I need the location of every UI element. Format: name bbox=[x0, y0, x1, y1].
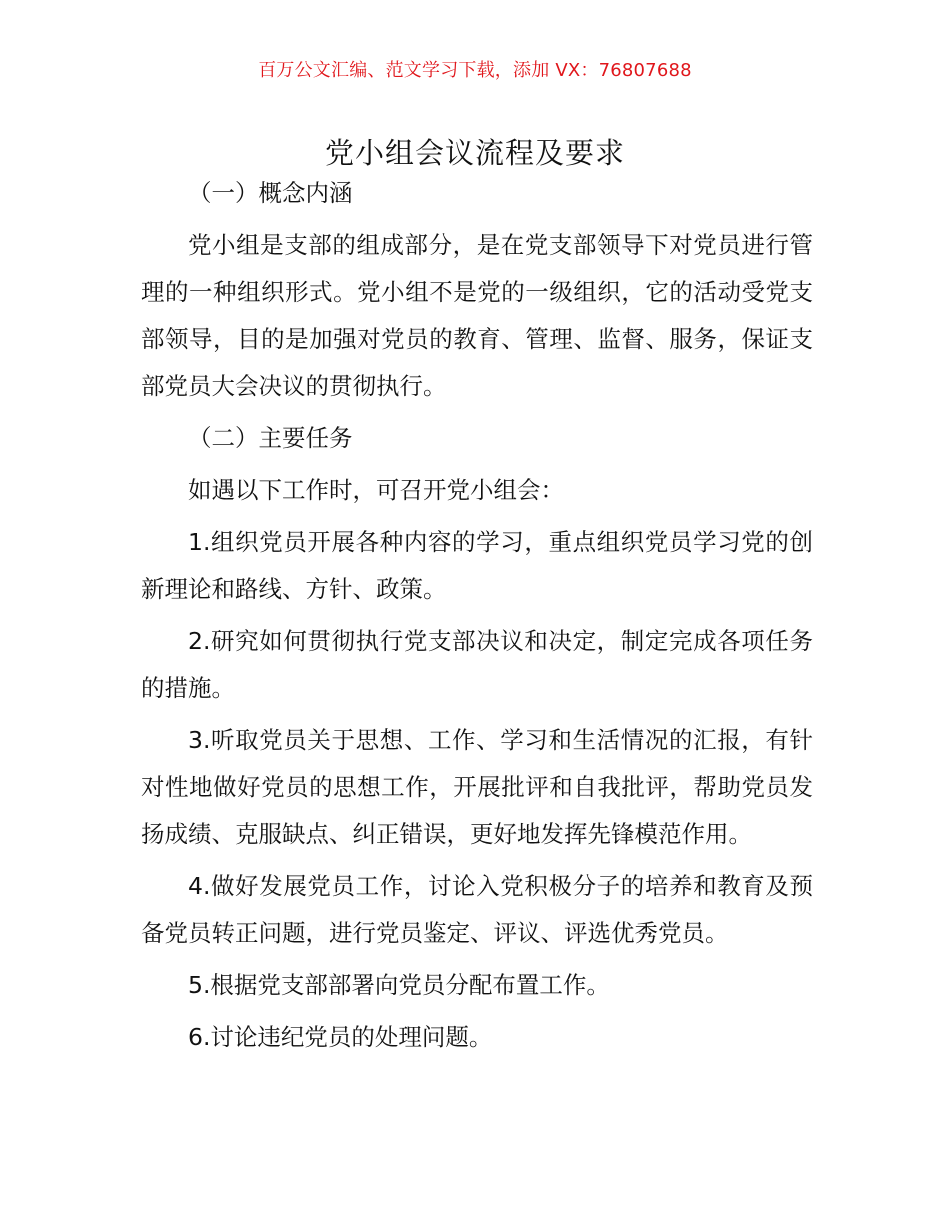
list-item-5: 5.根据党支部部署向党员分配布置工作。 bbox=[188, 971, 610, 999]
list-item-1: 1.组织党员开展各种内容的学习，重点组织党员学习党的创新理论和路线、方针、政策。 bbox=[141, 528, 813, 603]
page-title: 党小组会议流程及要求 bbox=[324, 136, 625, 171]
document-body bbox=[141, 170, 813, 1066]
list-item-6: 6.讨论违纪党员的处理问题。 bbox=[188, 1023, 493, 1051]
section-heading-tasks: （二）主要任务 bbox=[188, 424, 353, 452]
list-item-4: 4.做好发展党员工作，讨论入党积极分子的培养和教育及预备党员转正问题，进行党员鉴定、评议、评选优秀党员。 bbox=[141, 872, 813, 947]
paragraph-tasks-intro: 如遇以下工作时，可召开党小组会： bbox=[188, 476, 564, 504]
list-item-3: 3.听取党员关于思想、工作、学习和生活情况的汇报，有针对性地做好党员的思想工作，开展批评和自我批评，帮助党员发扬成绩、克服缺点、纠正错误，更好地发挥先锋模范作用。 bbox=[141, 726, 813, 848]
list-item-2: 2.研究如何贯彻执行党支部决议和决定，制定完成各项任务的措施。 bbox=[141, 627, 813, 702]
section-heading-concept: （一）概念内涵 bbox=[188, 179, 353, 207]
header-watermark-note: 百万公文汇编、范文学习下载，添加 VX：76807688 bbox=[258, 60, 692, 81]
paragraph-concept: 党小组是支部的组成部分，是在党支部领导下对党员进行管理的一种组织形式。党小组不是党的一级组织，它的活动受党支部领导，目的是加强对党员的教育、管理、监督、服务，保证支部党员大会决议的贯彻执行。 bbox=[141, 231, 813, 400]
